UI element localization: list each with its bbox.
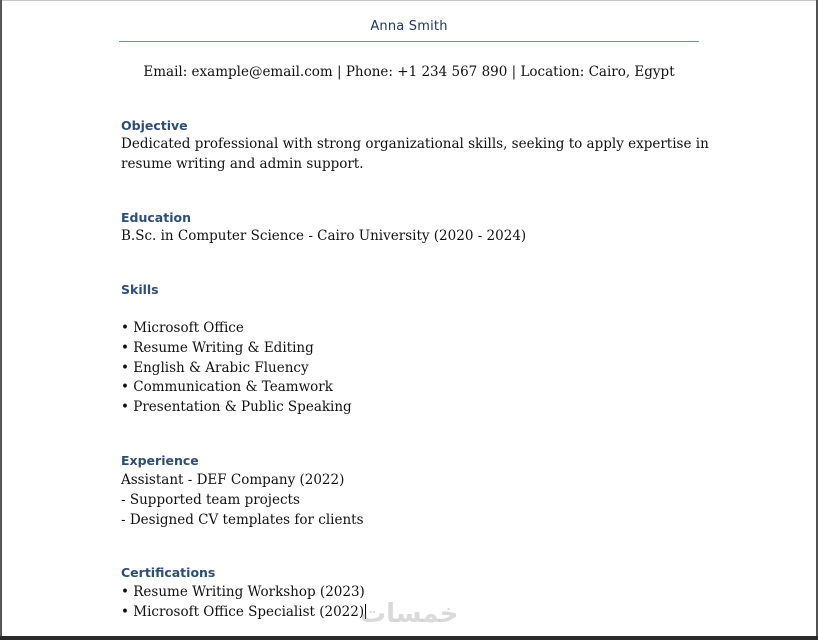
watermark-logo: خمسات [360, 599, 459, 629]
education-heading[interactable]: Education [121, 210, 191, 225]
window-bottom-edge [0, 636, 818, 640]
certification-item[interactable]: • Resume Writing Workshop (2023) [121, 584, 365, 600]
education-line[interactable]: B.Sc. in Computer Science - Cairo University (2020 - 2024) [121, 228, 527, 244]
experience-heading[interactable]: Experience [121, 453, 199, 468]
skill-item[interactable]: • Communication & Teamwork [121, 379, 333, 396]
contact-line[interactable]: Email: example@email.com | Phone: +1 234 567 890 | Location: Cairo, Egypt [143, 64, 675, 80]
skill-item[interactable]: • Presentation & Public Speaking [121, 399, 352, 416]
objective-text[interactable] [121, 135, 709, 175]
certification-item-text[interactable]: • Microsoft Office Specialist (2022) [121, 603, 365, 620]
skill-item[interactable]: • English & Arabic Fluency [121, 359, 309, 376]
objective-line[interactable]: Dedicated professional with strong organizational skills, seeking to apply expertise in [121, 136, 709, 152]
skills-heading[interactable]: Skills [121, 282, 159, 297]
experience-line[interactable]: Assistant - DEF Company (2022) [121, 472, 345, 488]
document-page[interactable] [2, 0, 816, 637]
skills-list[interactable] [121, 319, 681, 418]
title-underline [119, 41, 699, 42]
experience-line[interactable]: - Supported team projects [121, 491, 300, 508]
skill-item[interactable]: • Microsoft Office [121, 320, 244, 336]
education-text[interactable] [121, 227, 681, 247]
certifications-heading[interactable]: Certifications [121, 565, 216, 580]
skill-item[interactable]: • Resume Writing & Editing [121, 339, 314, 356]
experience-text[interactable] [121, 471, 681, 530]
objective-heading[interactable]: Objective [121, 118, 188, 133]
objective-line[interactable]: resume writing and admin support. [121, 155, 364, 172]
experience-line[interactable]: - Designed CV templates for clients [121, 511, 364, 528]
resume-name[interactable]: Anna Smith [370, 19, 448, 34]
